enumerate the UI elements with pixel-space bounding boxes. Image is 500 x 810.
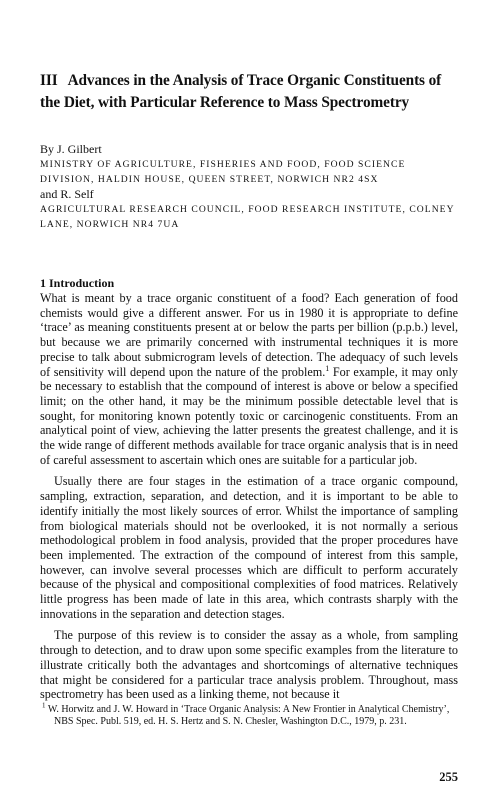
article-title (40, 70, 458, 114)
author-byline-2: and R. Self (40, 187, 94, 201)
paragraph-1-text-b: For example, it may only be necessary to establish that the compound of interest is above or below a specified limit; on the other hand, it may be the minimum possible detectable level that is sought, for monitoring known potently toxic or carcinogenic constituents. From an analytical point of view, achieving the latter presents the greatest challenge, and it is the wide range of different methods available for trace organic analysis that is in need of careful assessment to ascertain which ones are suitable for a particular job. (40, 364, 458, 467)
author-affiliation-2: AGRICULTURAL RESEARCH COUNCIL, FOOD RESEARCH INSTITUTE, COLNEY LANE, NORWICH NR4 7UA (40, 204, 455, 230)
article-title-text: Advances in the Analysis of Trace Organic Constituents of the Diet, with Particular Reference to Mass Spectrometry (40, 72, 442, 111)
paragraph-1-text-a: What is meant by a trace organic constituent of a food? Each generation of food chemists would give a different answer. For us in 1980 it is appropriate to define ‘trace’ as meaning constituents present at or below the parts per billion (p.p.b.) level, but because we are primarily concerned with instrumental techniques it is more precise to talk about submicrogram levels of detection. The adequacy of such levels of sensitivity will depend upon the nature of the problem. (40, 291, 458, 379)
author-byline-1: By J. Gilbert (40, 142, 102, 156)
paragraph-2-text: Usually there are four stages in the estimation of a trace organic compound, sampling, extraction, separation, and detection, and it is important to be able to identify initially the most likely sources of error. Whilst the importance of sampling from biological materials should not be overlooked, it is not normally a serious methodological problem in food analysis, provided that the proper procedures have been implemented. The extraction of the compound of interest from this sample, however, can involve several processes which are difficult to perform accurately because of the physical and compositional complexities of food matrices. Relatively little progress has been made of late in this area, which contrasts sharply with the innovations in the separation and detection stages. (40, 474, 458, 621)
article-page (40, 70, 458, 728)
section-heading: 1 Introduction (40, 276, 115, 290)
chapter-number: III (40, 72, 58, 89)
reference-marker-1[interactable]: 1 (325, 363, 330, 373)
footnote-text: W. Horwitz and J. W. Howard in ‘Trace Organic Analysis: A New Frontier in Analytical Chemistry’, NBS Spec. Publ. 519, ed. H. S. Hertz and S. N. Chesler, Washington D.C., 1979, p. 231. (45, 703, 450, 727)
author-affiliation-1: MINISTRY OF AGRICULTURE, FISHERIES AND FOOD, FOOD SCIENCE DIVISION, HALDIN HOUSE, QUEEN STREET, NORWICH NR2 4SX (40, 159, 406, 185)
page-number: 255 (439, 770, 458, 784)
paragraph-2 (40, 474, 458, 621)
section-body (40, 291, 458, 702)
footnote-marker: 1 (42, 701, 46, 710)
footnote (40, 701, 458, 728)
paragraph-3-text: The purpose of this review is to consider the assay as a whole, from sampling through to detection, and to draw upon some specific examples from the literature to illustrate critically both the advantages and shortcomings of alternative techniques that might be considered for a particular trace analysis problem. Throughout, mass spectrometry has been used as a linking theme, not because it (40, 628, 458, 702)
paragraph-1 (40, 291, 458, 467)
paragraph-3 (40, 628, 458, 702)
